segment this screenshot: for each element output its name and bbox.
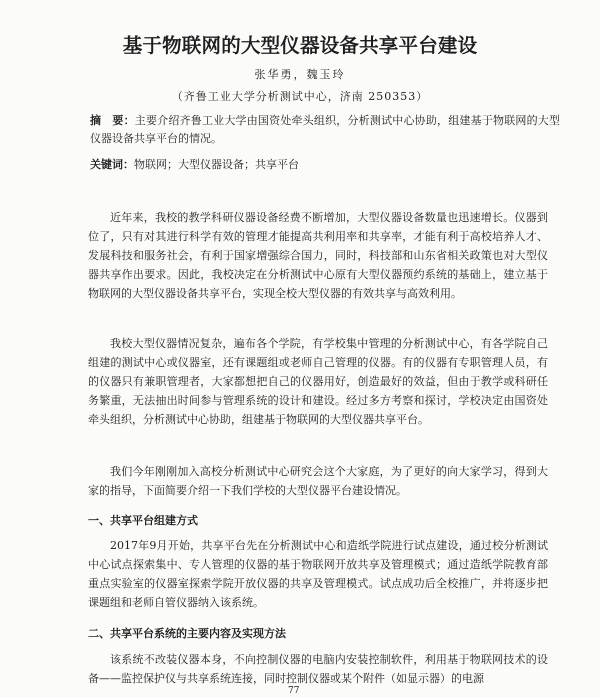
abstract bbox=[90, 112, 560, 148]
keywords-text: 物联网；大型仪器设备；共享平台 bbox=[134, 158, 299, 171]
body-paragraph: 该系统不改装仪器本身，不向控制仪器的电脑内安装控制软件，利用基于物联网技术的设备——监控保护仪与共享系统连接，同时控制仪器或某个附件（如显示器）的电源 bbox=[88, 653, 548, 685]
paper-authors: 张华勇，魏玉玲 bbox=[254, 68, 346, 81]
section-heading: 二、共享平台系统的主要内容及实现方法 bbox=[88, 627, 286, 640]
page-number: 77 bbox=[288, 686, 300, 696]
abstract-text: 主要介绍齐鲁工业大学由国资处牵头组织，分析测试中心协助，组建基于物联网的大型仪器设备共享平台的情况。 bbox=[90, 114, 560, 145]
keywords bbox=[90, 156, 560, 174]
body-paragraph: 近年来，我校的教学科研仪器设备经费不断增加，大型仪器设备数量也迅速增长。仪器到位了，只有对其进行科学有效的管理才能提高共利用率和共享率，才能有利于高校培养人才、发展科技和服务社会，有利于国家增强综合国力，同时，科技部和山东省相关政策也对大型仪器共享作出要求。因此，我校决定在分析测试中心原有大型仪器预约系统的基础上，建立基于物联网的大型仪器设备共享平台，实现全校大型仪器的有效共享与高效利用。 bbox=[88, 211, 548, 300]
body-paragraph: 我校大型仪器情况复杂，遍布各个学院，有学校集中管理的分析测试中心，有各学院自己组建的测试中心或仪器室，还有课题组或老师自己管理的仪器。有的仪器有专职管理人员，有的仪器只有兼职管理者，大家都想把自己的仪器用好，创造最好的效益，但由于教学或科研任务繁重，无法抽出时间参与管理系统的设计和建设。经过多方考察和探讨，学校决定由国资处牵头组织，分析测试中心协助，组建基于物联网的大型仪器共享平台。 bbox=[88, 337, 548, 426]
abstract-label: 摘 要： bbox=[90, 114, 135, 127]
paper-title: 基于物联网的大型仪器设备共享平台建设 bbox=[122, 34, 478, 57]
paper-affiliation: （齐鲁工业大学分析测试中心，济南 250353） bbox=[171, 90, 429, 103]
body-paragraph: 2017年9月开始，共享平台先在分析测试中心和造纸学院进行试点建设，通过校分析测试中心试点探索集中、专人管理的仪器的基于物联网开放共享及管理模式；通过造纸学院教育部重点实验室的仪器室探索学院开放仪器的共享及管理模式。试点成功后全校推广，并将逐步把课题组和老师自管仪器纳入该系统。 bbox=[88, 539, 548, 609]
keywords-label: 关键词： bbox=[90, 158, 134, 171]
body-paragraph: 我们今年刚刚加入高校分析测试中心研究会这个大家庭，为了更好的向大家学习，得到大家的指导，下面简要介绍一下我们学校的大型仪器平台建设情况。 bbox=[88, 465, 548, 497]
section-heading: 一、共享平台组建方式 bbox=[88, 514, 198, 527]
